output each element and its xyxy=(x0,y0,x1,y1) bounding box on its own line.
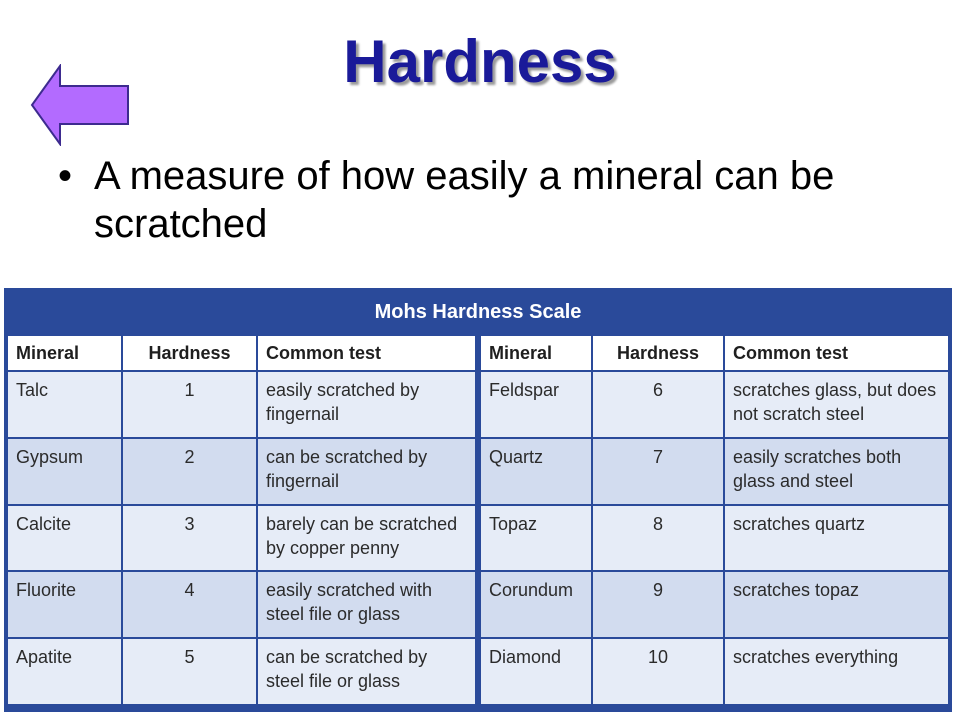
mineral-cell: Feldspar xyxy=(481,372,591,437)
mineral-cell: Diamond xyxy=(481,639,591,704)
common-test-cell: easily scratches both glass and steel xyxy=(725,439,948,504)
common-test-cell: easily scratched by fingernail xyxy=(258,372,475,437)
table-title: Mohs Hardness Scale xyxy=(374,301,582,323)
mineral-cell: Topaz xyxy=(481,506,591,571)
table-body xyxy=(8,336,948,704)
mineral-cell: Fluorite xyxy=(8,572,121,637)
hardness-cell: 4 xyxy=(123,572,256,637)
mineral-cell: Corundum xyxy=(481,572,591,637)
mineral-cell: Quartz xyxy=(481,439,591,504)
common-test-cell: scratches glass, but does not scratch steel xyxy=(725,372,948,437)
page-title: Hardness xyxy=(343,28,617,95)
table-left-half xyxy=(8,336,475,704)
mineral-cell: Apatite xyxy=(8,639,121,704)
bullet-dot: • xyxy=(58,154,73,198)
common-test-cell: scratches quartz xyxy=(725,506,948,571)
common-test-cell: can be scratched by fingernail xyxy=(258,439,475,504)
common-test-cell: easily scratched with steel file or glass xyxy=(258,572,475,637)
hardness-cell: 2 xyxy=(123,439,256,504)
column-header-hardness: Hardness xyxy=(593,336,723,370)
mineral-cell: Talc xyxy=(8,372,121,437)
mohs-hardness-table xyxy=(4,288,952,712)
table-right-half xyxy=(481,336,948,704)
hardness-cell: 5 xyxy=(123,639,256,704)
column-header-hardness: Hardness xyxy=(123,336,256,370)
hardness-cell: 3 xyxy=(123,506,256,571)
common-test-cell: barely can be scratched by copper penny xyxy=(258,506,475,571)
column-header-common-test: Common test xyxy=(725,336,948,370)
hardness-cell: 7 xyxy=(593,439,723,504)
hardness-cell: 9 xyxy=(593,572,723,637)
column-header-mineral: Mineral xyxy=(8,336,121,370)
bullet-item xyxy=(58,152,918,248)
common-test-cell: scratches topaz xyxy=(725,572,948,637)
hardness-cell: 1 xyxy=(123,372,256,437)
column-header-mineral: Mineral xyxy=(481,336,591,370)
bullet-text: A measure of how easily a mineral can be scratched xyxy=(94,154,835,246)
hardness-cell: 6 xyxy=(593,372,723,437)
hardness-cell: 8 xyxy=(593,506,723,571)
mineral-cell: Calcite xyxy=(8,506,121,571)
mineral-cell: Gypsum xyxy=(8,439,121,504)
column-header-common-test: Common test xyxy=(258,336,475,370)
hardness-cell: 10 xyxy=(593,639,723,704)
common-test-cell: scratches everything xyxy=(725,639,948,704)
common-test-cell: can be scratched by steel file or glass xyxy=(258,639,475,704)
